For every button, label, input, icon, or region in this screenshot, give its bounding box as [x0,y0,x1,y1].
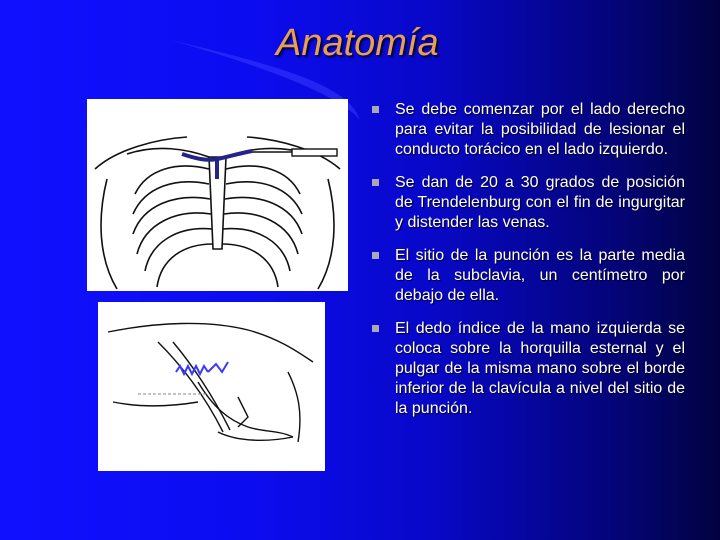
square-bullet-icon [372,252,379,259]
bullet-text: El dedo índice de la mano izquierda se coloca sobre la horquilla esternal y el pulgar de la misma mano sobre el borde inferior de la clavícula a nivel del sitio de la punción. [395,320,685,417]
bullet-item [372,319,685,419]
clavicle-puncture-illustration [98,302,325,471]
bullet-item [372,173,685,233]
bullet-text: El sitio de la punción es la parte media de la subclavia, un centímetro por debajo de ella. [395,247,685,304]
slide-title: Anatomía [276,22,439,64]
square-bullet-icon [372,325,379,332]
bullet-item [372,246,685,306]
bullet-text: Se debe comenzar por el lado derecho para evitar la posibilidad de lesionar el conducto torácico en el lado izquierdo. [395,101,685,158]
square-bullet-icon [372,106,379,113]
thorax-subclavian-illustration [87,99,348,291]
bullet-text: Se dan de 20 a 30 grados de posición de Trendelenburg con el fin de ingurgitar y distender las venas. [395,174,685,231]
bullet-item [372,100,685,160]
square-bullet-icon [372,179,379,186]
bullet-list [372,100,685,432]
